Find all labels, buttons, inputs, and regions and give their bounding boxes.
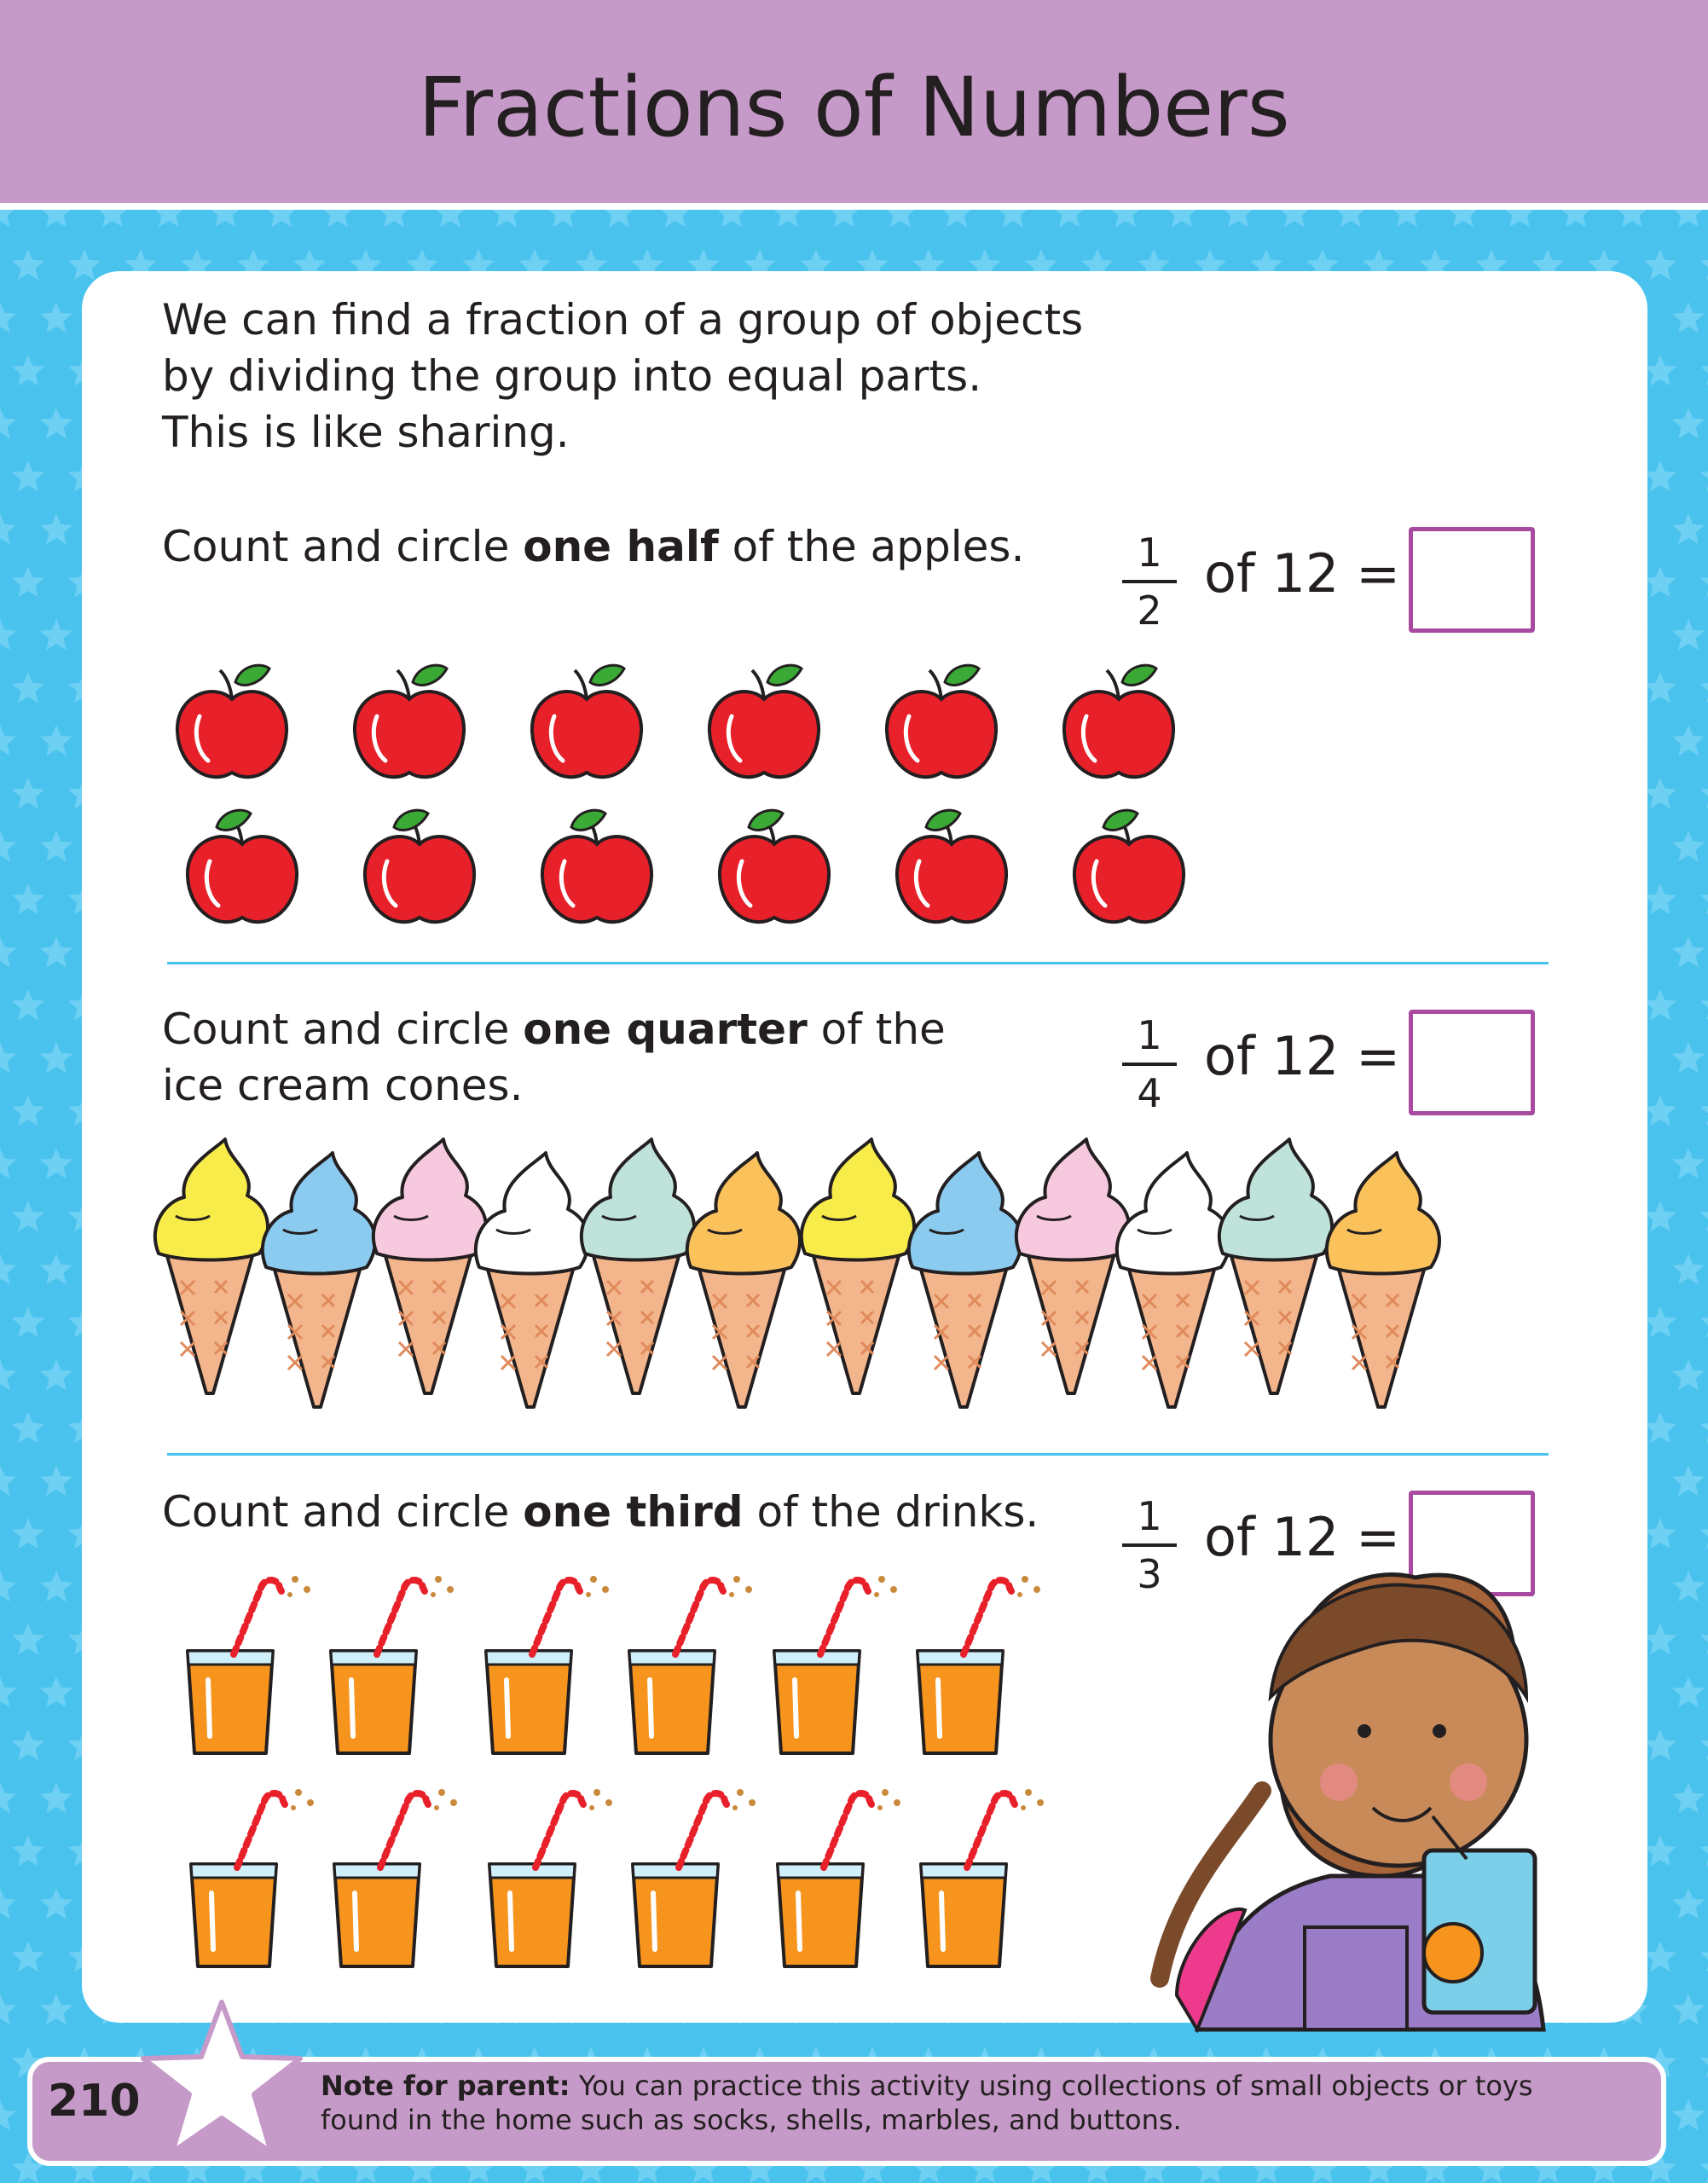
apple-icon xyxy=(897,810,1006,922)
ice-cream-cone-icon xyxy=(1327,1153,1439,1407)
apple-icon xyxy=(1064,665,1173,777)
page-number: 210 xyxy=(48,2076,141,2127)
note-label: Note for parent: xyxy=(321,2070,570,2102)
apple-icon xyxy=(177,665,287,777)
question-3-suffix: of the drinks. xyxy=(743,1487,1039,1537)
apple-icon xyxy=(532,665,641,777)
apple-icon xyxy=(720,810,829,922)
equation-text: of 12 = xyxy=(1204,1506,1401,1568)
apple-icon xyxy=(355,665,464,777)
question-1-suffix: of the apples. xyxy=(718,522,1025,571)
denominator: 3 xyxy=(1137,1551,1162,1597)
apple-icon xyxy=(365,810,474,922)
ice-cream-cone-icon xyxy=(1219,1139,1332,1393)
note-text: You can practice this activity using collections of small objects or toys found in the home such as socks, shells, marbles, and buttons. xyxy=(321,2070,1533,2136)
drink-cup-icon xyxy=(331,1576,454,1753)
denominator: 2 xyxy=(1137,588,1162,634)
ice-cream-cone-icon xyxy=(263,1153,375,1407)
girl-illustration xyxy=(1160,1575,1543,2030)
numerator: 1 xyxy=(1137,530,1162,576)
question-2-prefix: Count and circle xyxy=(162,1005,524,1054)
drink-cup-icon xyxy=(334,1789,457,1966)
drink-cup-icon xyxy=(633,1789,756,1966)
question-3-bold: one third xyxy=(523,1487,744,1537)
ice-cream-cone-icon xyxy=(476,1153,588,1407)
question-1-bold: one half xyxy=(523,522,719,571)
question-1-prefix: Count and circle xyxy=(162,522,524,571)
drink-cup-icon xyxy=(486,1576,609,1753)
apple-icon xyxy=(887,665,996,777)
ice-cream-cone-icon xyxy=(582,1139,694,1393)
drink-cup-icon xyxy=(921,1789,1044,1966)
intro-line-3: This is like sharing. xyxy=(162,408,570,457)
intro-line-1: We can find a fraction of a group of objects xyxy=(162,295,1084,345)
equation-text: of 12 = xyxy=(1204,542,1401,605)
ice-cream-cone-icon xyxy=(802,1139,914,1393)
drink-cup-icon xyxy=(774,1576,897,1753)
numerator: 1 xyxy=(1137,1012,1162,1058)
ice-cream-cone-icon xyxy=(155,1139,268,1393)
drink-cup-icon xyxy=(489,1789,612,1966)
apple-icon xyxy=(709,665,819,777)
question-2-suffix: of the xyxy=(807,1005,946,1054)
parent-note xyxy=(321,2069,1608,2137)
star-icon xyxy=(136,1995,307,2166)
ice-cream-cone-icon xyxy=(1016,1139,1129,1393)
drink-cup-icon xyxy=(188,1576,310,1753)
question-3-prefix: Count and circle xyxy=(162,1487,524,1537)
drink-cup-icon xyxy=(778,1789,900,1966)
apple-icon xyxy=(542,810,651,922)
question-2-bold: one quarter xyxy=(523,1005,808,1054)
denominator: 4 xyxy=(1137,1070,1162,1116)
drink-cup-icon xyxy=(918,1576,1040,1753)
page-title: Fractions of Numbers xyxy=(418,60,1290,155)
drink-cup-icon xyxy=(191,1789,314,1966)
numerator: 1 xyxy=(1137,1493,1162,1539)
ice-cream-cone-icon xyxy=(1117,1153,1230,1407)
ice-cream-cone-icon xyxy=(373,1139,486,1393)
apple-icon xyxy=(1074,810,1184,922)
ice-cream-cone-icon xyxy=(687,1153,800,1407)
question-2-line-2: ice cream cones. xyxy=(162,1061,524,1110)
equation-text: of 12 = xyxy=(1204,1025,1401,1087)
drink-cup-icon xyxy=(629,1576,752,1753)
apple-icon xyxy=(188,810,297,922)
ice-cream-cone-icon xyxy=(909,1153,1022,1407)
intro-line-2: by dividing the group into equal parts. xyxy=(162,351,982,401)
